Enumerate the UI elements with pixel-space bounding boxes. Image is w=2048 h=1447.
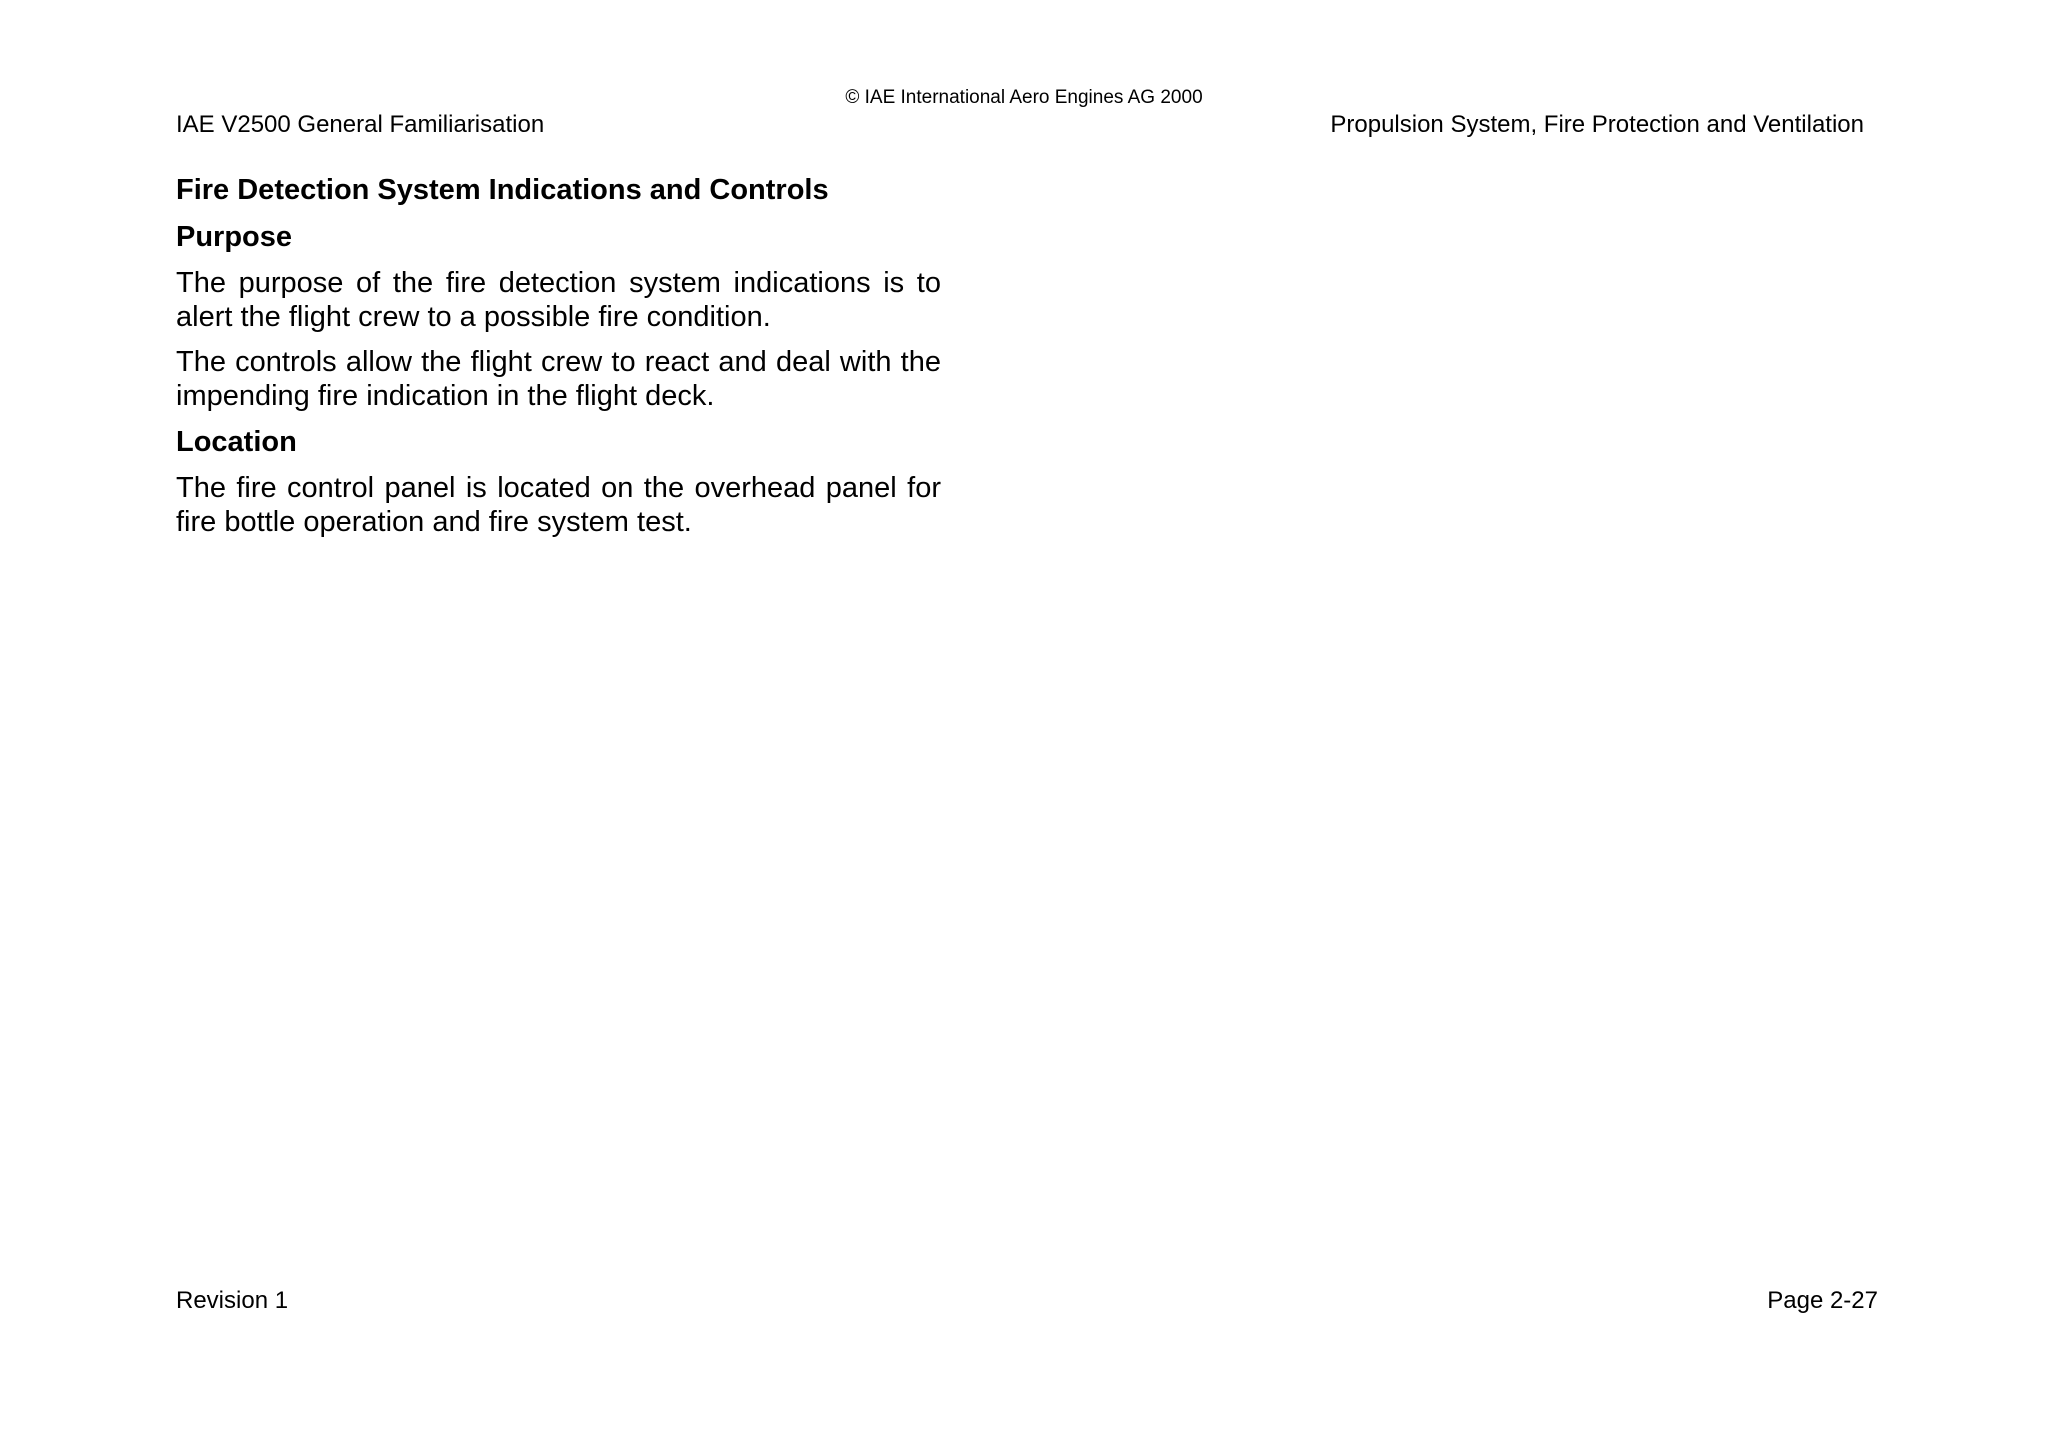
document-title: IAE V2500 General Familiarisation (176, 111, 545, 138)
revision-label: Revision 1 (176, 1287, 289, 1314)
purpose-paragraph-1: The purpose of the fire detection system indications is to alert the flight crew to a possible fire condition. (176, 267, 941, 333)
page-number: Page 2-27 (1767, 1287, 1878, 1314)
purpose-paragraph-2: The controls allow the flight crew to react and deal with the impending fire indication in the flight deck. (176, 346, 941, 412)
chapter-title: Propulsion System, Fire Protection and Ventilation (1330, 111, 1864, 138)
copyright-notice: © IAE International Aero Engines AG 2000 (845, 87, 1203, 108)
purpose-heading: Purpose (176, 221, 293, 253)
location-heading: Location (176, 426, 297, 458)
location-paragraph: The fire control panel is located on the overhead panel for fire bottle operation and fire system test. (176, 472, 941, 538)
section-title: Fire Detection System Indications and Controls (176, 174, 829, 206)
page-content (176, 172, 941, 539)
